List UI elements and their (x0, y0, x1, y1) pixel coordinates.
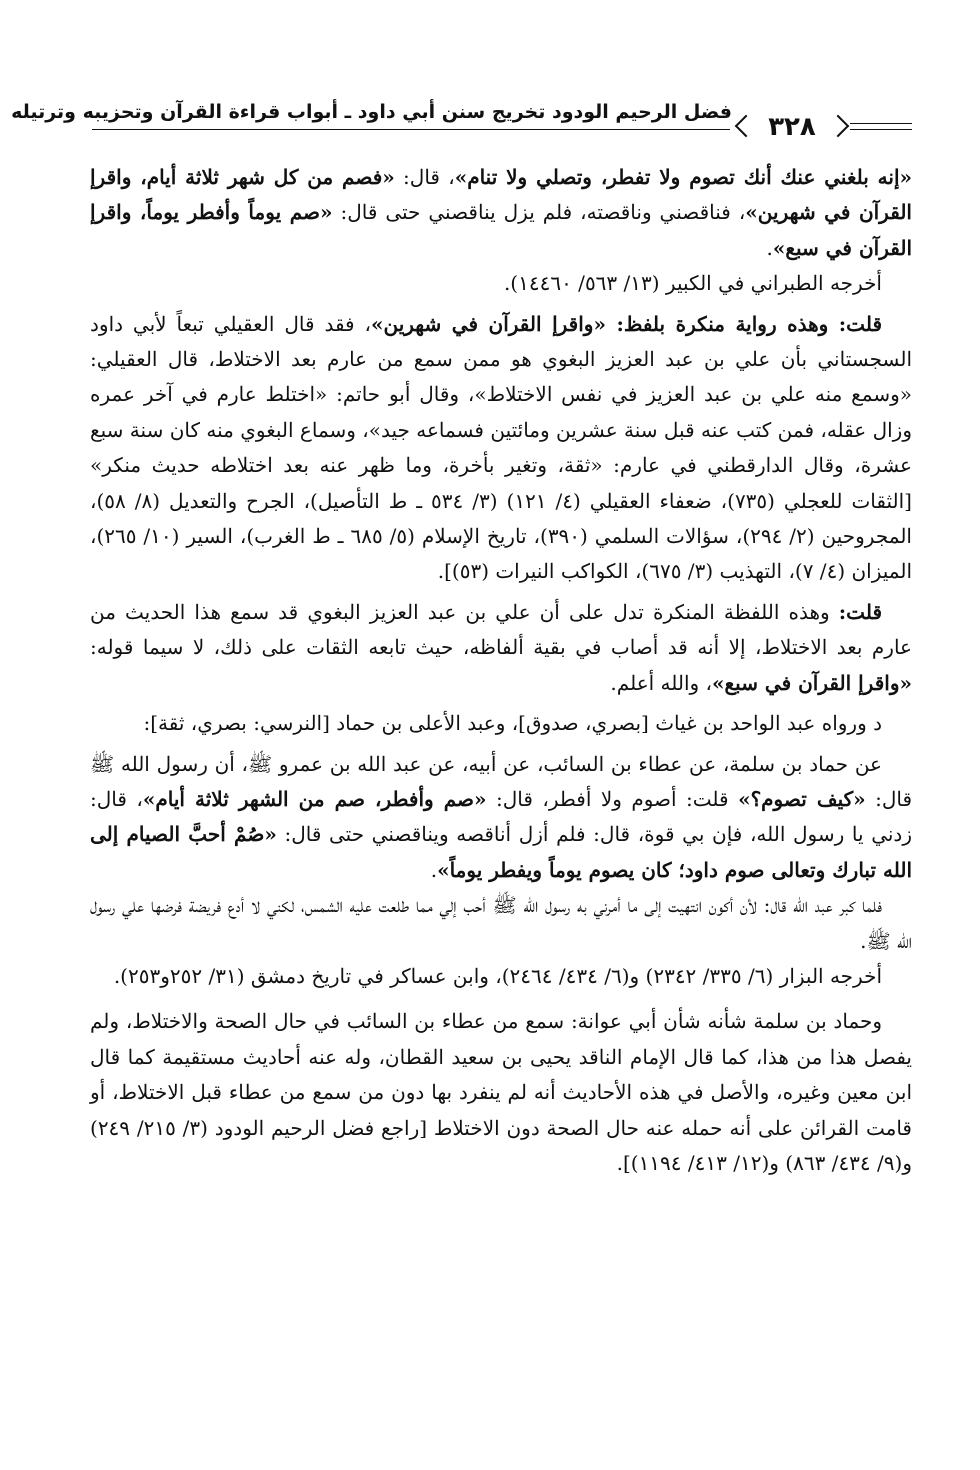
paragraph-8: أخرجه البزار (٦/ ٣٣٥/ ٢٣٤٢) و(٦/ ٤٣٤/ ٢٤٦٤)، وابن عساكر في تاريخ دمشق (٣١/ ٢٥٢و٢٥٣). (113, 963, 882, 988)
quote: «إنه بلغني عنك أنك تصوم ولا تفطر، وتصلي ولا تنام» (454, 165, 913, 189)
quote: «كيف تصوم؟» (738, 786, 866, 811)
paragraph-2: أخرجه الطبراني في الكبير (١٣/ ٥٦٣/ ١٤٤٦٠). (503, 271, 882, 296)
quote: «واقرإ القرآن في سبع» (712, 670, 912, 695)
quote: «صم وأفطر، صم من الشهر ثلاثة أيام» (142, 786, 487, 811)
text: . (766, 235, 773, 260)
paragraph-9: وحماد بن سلمة شأنه شأن أبي عوانة: سمع من عطاء بن السائب في حال الصحة والاختلاط، ولم يفصل هذا من هذا، كما قال الإمام الناقد يحيى بن سعيد القطان، وله عنه أحاديث مستقيمة كما قال ابن معين وغيره، والأصل في هذه الأحاديث أنه لم ينفرد بها دون من سمع من عطاء قبل الاختلاط، أو قامت القرائن على أنه حمله عنه حال الصحة دون الاختلاط [راجع فضل الرحيم الودود (٣/ ٢١٥/ ٢٤٩) و(٩/ ٤٣٤/ ٨٦٣) و(١٢/ ٤١٣/ ١١٩٤)]. (90, 1009, 913, 1175)
text: . (430, 857, 438, 882)
text: وهذه اللفظة المنكرة تدل على أن علي بن عبد العزيز البغوي قد سمع هذا الحديث من عارم بعد الاختلاط، إلا أنه قد أصاب في بقية ألفاظه، حيث تابعه الثقات على ذلك، لا سيما قوله: (90, 599, 912, 660)
paragraph-3 (90, 307, 912, 590)
page-body (90, 160, 912, 1380)
text: ، فقد قال العقيلي تبعاً لأبي داود السجستاني بأن علي بن عبد العزيز البغوي هو ممن سمع من عارم بعد الاختلاط، قال العقيلي: «وسمع منه علي بن عبد العزيز في نفس الاختلاط»، وقال أبو حاتم: «اختلط عارم في آخر عمره وزال عقله، فمن كتب عنه قبل سنة عشرين ومائتين فسماعه جيد»، وسماع البغوي منه كان سنة سبع عشرة، وقال الدارقطني في عارم: «ثقة، وتغير بأخرة، وما ظهر عنه بعد اختلاطه حديث منكر» [الثقات للعجلي (٧٣٥)، ضعفاء العقيلي (٤/ ١٢١) (٣/ ٥٣٤ ـ ط التأصيل)، الجرح والتعديل (٨/ ٥٨)، المجروحين (٢/ ٢٩٤)، سؤالات السلمي (٣٩٠)، تاريخ الإسلام (٥/ ٦٨٥ ـ ط الغرب)، السير (١٠/ ٢٦٥)، الميزان (٤/ ٧)، التهذيب (٣/ ٦٧٥)، الكواكب النيرات (٥٣)]. (90, 311, 913, 584)
text: ، فناقصني وناقصته، فلم يزل يناقصني حتى قال: (332, 200, 746, 225)
running-title: فضل الرحيم الودود تخريج سنن أبي داود ـ أبواب قراءة القرآن وتحزيبه وترتيله (11, 101, 732, 123)
text: ، قال: (394, 165, 455, 189)
text: قلت: أصوم ولا أفطر، قال: (486, 786, 739, 811)
paragraph-7: فلما كبر عبد الله قال: لأن أكون انتهيت إلى ما أمرني به رسول الله ﷺ أحب إلي مما طلعت عليه الشمس، لكني لا أدع فريضة فرضها علي رسول الله ﷺ. (90, 893, 912, 953)
paragraph-1 (90, 160, 912, 266)
paragraph-5: ﺩ ورواه عبد الواحد بن غياث [بصري، صدوق]، وعبد الأعلى بن حماد [النرسي: بصري، ثقة]: (143, 711, 882, 736)
text: عن حماد بن سلمة، عن عطاء بن السائب، عن أبيه، عن عبد الله بن عمرو ﷺ، أن رسول الله ﷺ قال: (90, 751, 913, 811)
paragraph-4 (90, 595, 912, 701)
paragraph-6 (90, 747, 912, 889)
quote: «صم يوماً وأفطر يوماً، واقرإ القرآن في سبع» (90, 200, 912, 260)
header-rule-lower-right (850, 129, 912, 130)
quote: «فصم من كل شهر ثلاثة أيام، واقرإ القرآن في شهرين» (90, 165, 912, 225)
text: ، والله أعلم. (610, 670, 713, 695)
header-rule (92, 129, 730, 130)
bold-phrase: قلت: وهذه رواية منكرة بلفظ: «واقرإ القرآن في شهرين» (370, 311, 882, 336)
text: ، قال: زدني يا رسول الله، فإن بي قوة، قال: فلم أزل أناقصه ويناقصني حتى قال: (90, 786, 912, 847)
quote: «صُمْ أحبَّ الصيام إلى الله تبارك وتعالى صوم داود؛ كان يصوم يوماً ويفطر يوماً» (90, 822, 912, 882)
bold-phrase: قلت: (838, 599, 882, 624)
page-number: ٣٢٨ (742, 110, 842, 144)
header-rule-upper-right (850, 123, 912, 124)
